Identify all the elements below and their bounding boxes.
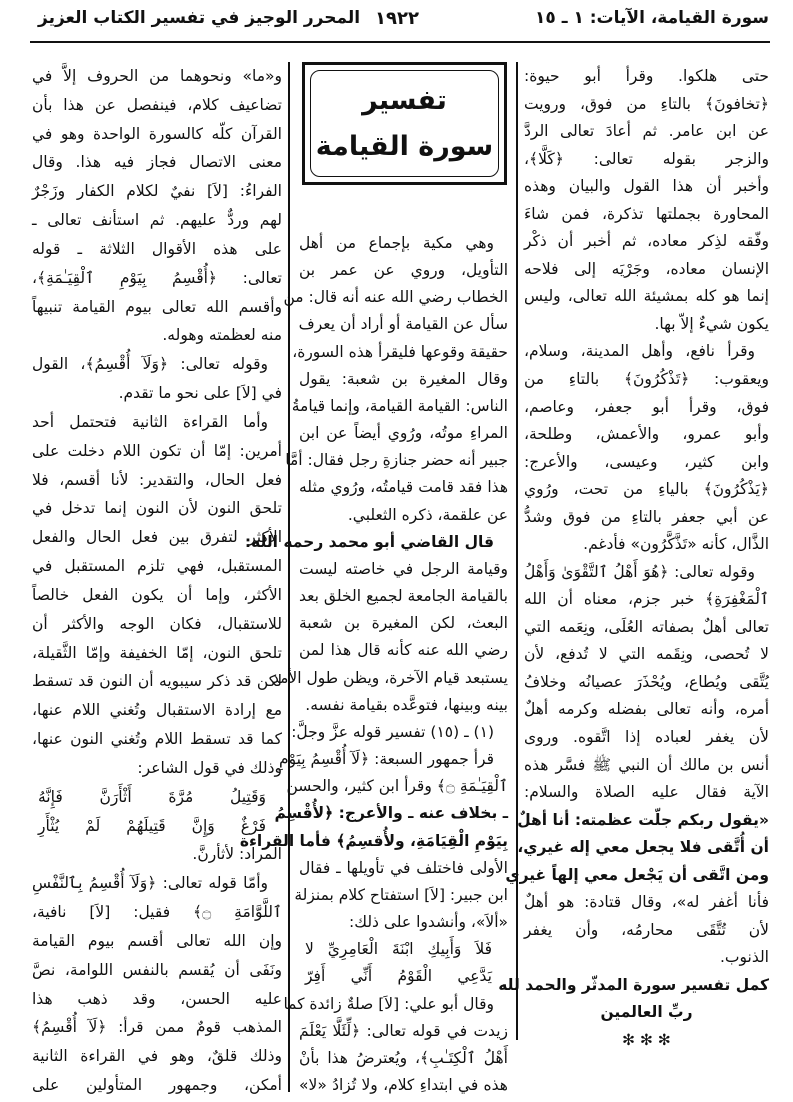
right-column-text-line: فوق، وقرأ أبو جعفر، وعاصم،	[524, 397, 769, 416]
middle-column-text-line: وقال المغيرة بن شعبة: يقول	[299, 369, 508, 388]
left-column-text-line: تضاعيف كلام، فينفصل عن هذا بأن	[32, 95, 282, 114]
right-column-text-line: ربِّ العالمين	[600, 1003, 693, 1022]
left-column-text-line: المذهب قومٌ ممن قرأ: ﴿لَآ أُقْسِمُ﴾	[32, 1018, 282, 1037]
right-column-text-line: عن أبي جعفر بالتاءِ من فوق وشدُّ	[524, 507, 769, 526]
running-header-surah-range: سورة القيامة، الآيات: ١ ـ ١٥	[535, 8, 769, 28]
right-column-text-line: يُتَّقى ويُطاع، ويُحْذَرَ عصيانُه وخلافُ	[524, 672, 769, 691]
left-column-text-line: عليه الحسن، وقد ذهب هذا	[32, 989, 282, 1008]
left-column-text-line: على هذه الأقوال الثلاثة ـ قوله	[32, 239, 282, 258]
middle-column-text-line: سأل عن القيامة أو أراد أن يعرف	[298, 315, 508, 334]
right-column-text-line: وأخبر أن هذا القول والبيان وهذه	[524, 177, 769, 196]
left-column-text-line: معنى الاتصال فجاز فيه هذا. وقال	[32, 153, 282, 172]
right-column-text-line: الذنوب.	[719, 948, 769, 967]
column-middle	[239, 0, 508, 1102]
right-column-text-line: كمل تفسير سورة المدثّر والحمد لله	[498, 975, 769, 994]
right-column-text-line: لأن تُتَّقَى محارمُه، وأن يغفر	[524, 920, 769, 939]
middle-column-text-line: زيدت في قوله تعالى: ﴿لِّئَلَّا يَعْلَمَ	[299, 1021, 508, 1040]
left-column-text-line: منه لعظمته وهوله.	[162, 326, 282, 345]
right-column-text-line: وفّقه لذِكر معاده، ثم أخبر أن ذكْر	[524, 232, 769, 251]
left-column-text-line: كما قد تسقط اللام وتُغني النون عنها،	[32, 730, 282, 749]
middle-column-text-line: «ألاَ»، وأنشدوا على ذلك:	[349, 913, 508, 932]
right-column-text-line: ﴿يَذْكُرُونَ﴾ بالياءِ من تحت، ورُوي	[524, 480, 769, 499]
middle-column-text-line: بِيَوْمِ الْقِيَامَةِ، ولأُقسِمُ﴾ فأما القراءة	[239, 831, 508, 850]
left-column-text-line: لكن قد ذكر سيبويه أن النون قد تسقط	[32, 672, 282, 691]
left-column-text-line: أمكن، وجمهور المتأولين على	[32, 1076, 282, 1094]
middle-column-text-line: البعث، لكن المغيرة بن شعبة	[299, 614, 508, 633]
left-column-text-line: وذلك في قول الشاعر:	[137, 758, 282, 777]
right-column-text-line: وأبو عمرو، والأعمش، وطلحة،	[524, 425, 769, 444]
left-column-text-line: الأكثر لتفرق بين فعل الحال والفعل	[32, 528, 282, 547]
left-column-text-line: أمرين: إمّا أن تكون اللام دخلت على	[32, 441, 282, 460]
right-column-text-line: تعالى أهلٌ بصفاته العُلَى، ونِعَمه التي	[524, 617, 769, 636]
right-column-text-line: وقرأ نافع، وأهل المدينة، وسلام،	[524, 342, 755, 361]
right-column-text-line: أمره، وأنه تعالى بفضله وكرمه أهلٌ	[524, 700, 769, 719]
column-divider-left	[288, 62, 290, 1092]
column-right	[498, 0, 769, 1102]
middle-column-text-line: الأولى فاختلف في تأويلها ـ فقال	[299, 858, 508, 877]
right-column-text-line: ✻ ✻ ✻	[622, 1031, 671, 1049]
left-column-text-line: تلحق النون لأن النون إنما تدخل في	[32, 499, 282, 518]
right-column-text-line: يكون شيءٌ إلاّ بها.	[654, 314, 769, 333]
right-column-text-line: ﴿تخافونَ﴾ بالتاءِ من فوق، ورويت	[524, 94, 769, 113]
middle-column-text-line: هذه في ابتداءِ كلام، ولا تُزادُ «لا»	[299, 1076, 508, 1094]
left-column-text-line: وذلك قلقٌ، وهو في القراءة الثانية	[32, 1047, 282, 1066]
middle-column-text-line: ٱلْقِيَـٰمَةِ ۝﴾ وقرأ ابن كثير، والحسن	[286, 777, 508, 796]
middle-column-text-line: وقال أبو علي: [لاَ] صلةٌ زائدة كما	[283, 994, 494, 1013]
middle-column-text-line: بينه وبينها، فتوعَّده بقيامة نفسه.	[305, 695, 508, 714]
right-column-text-line: ومن اتَّقى أن يَجْعل معي إلهاً غيري	[505, 865, 769, 884]
left-column-text-line: فعل الحال، والتقدير: لأنا أقسم، فلا	[32, 470, 282, 489]
left-column-text-line: القرآن كلّه كالسورة الواحدة وهو في	[32, 124, 282, 143]
left-column-text-line: لهم وردٌّ عليهم. ثم استأنف تعالى ـ	[32, 211, 282, 230]
left-column-text-line: تعالى: ﴿أُقْسِمُ بِيَوْمِ ٱلْقِيَـٰمَةِ﴾،	[32, 268, 282, 287]
left-column-text-line: وإن الله تعالى أقسم بيوم القيامة	[32, 931, 282, 950]
left-column-text-line: الفراءُ: [لاَ] نفيٌ لكلام الكفار وزَجْرٌ	[32, 182, 282, 201]
left-column-text-line: مع إرادة الاستقبال وتُغني اللام عنها،	[32, 701, 282, 720]
middle-column-text-line: المراءِ موتُه، ورُوي أيضاً عن ابن	[299, 424, 508, 443]
left-column-text-line: ونَفَى أن يُقسم بالنفس اللوامة، نصَّ	[32, 960, 282, 979]
middle-column-text-line: الخطاب رضي الله عنه أنه قال: من	[283, 288, 508, 307]
right-column-text-line: وقوله تعالى: ﴿هُوَ أَهْلُ ٱلتَّقْوَىٰ وَأَهْلُ	[524, 562, 755, 581]
right-column-text-line: «يقول ربكم جلّت عظمته: أنا أهلٌ	[517, 810, 769, 829]
middle-column-text-line: التأويل، وروي عن عمر بن	[299, 261, 508, 280]
surah-title-line2: سورة القيامة	[315, 130, 494, 162]
middle-column-text-line: (١) ـ (١٥) تفسير قوله عزَّ وجلَّ:	[291, 722, 494, 741]
right-column-text-line: حتى هلكوا. وقرأ أبو حيوة:	[524, 67, 769, 85]
right-column-text-line: ٱلْمَغْفِرَةِ﴾ خبر جزم، معناه أن الله	[524, 590, 769, 609]
right-column-text-line: إنما هو كله بمشيئة الله تعالى، وليس	[524, 287, 769, 306]
middle-column-text-line: رضي الله عنه كأنه قال هذا لمن	[299, 641, 508, 660]
running-header-book-title: المحرر الوجيز في تفسير الكتاب العزيز	[38, 8, 361, 28]
middle-column-text-line: جبير أنه حضر جنازةِ رجل فقال: أمَّا	[285, 451, 508, 470]
left-column-text-line: وأما القراءة الثانية فتحتمل أحد	[32, 412, 268, 431]
right-column-text-line: الآية فقال عليه الصلاة والسلام:	[524, 783, 769, 802]
left-column-text-line: الأكثر، وإما أن يكون الفعل خالصاً	[32, 585, 282, 604]
right-column-text-line: عن ابن عامر. ثم أعادَ تعالى الردَّ	[524, 122, 769, 141]
middle-column-text-line: أَهْلُ ٱلْكِتَـٰبِ﴾، ويُعترضُ هذا بأنْ	[299, 1048, 508, 1067]
right-column-text-line: ويعقوب: ﴿تَذْكُرُونَ﴾ بالتاءِ من	[524, 369, 769, 388]
middle-column-text-line: عن علقمة، ذكره الثعلبي.	[347, 505, 508, 524]
middle-column-text-line: هذا فقد قامت قيامتُه، ورُوي مثله	[299, 478, 508, 497]
left-column-text-line: وأقسم الله تعالى بيوم القيامة تنبيهاً	[32, 297, 282, 316]
right-column-text-line: المحاورة بجملتها تذكرة، فمن شاءَ	[524, 204, 769, 223]
left-column-text-line: وقوله تعالى: ﴿وَلَآ أُقْسِمُ﴾، القول	[32, 355, 268, 374]
right-column-text-line: والزجر بقوله تعالى: ﴿كَلَّا﴾،	[524, 149, 769, 168]
column-left	[32, 0, 282, 1102]
right-column-text-line: أن أُتَّقى فلا يجعل معي إله غيري،	[517, 838, 769, 857]
middle-column-text-line: يَدَّعِي الْقَوْمُ أَنِّي أَفِرّ	[305, 967, 492, 986]
page-number: ١٩٢٢	[375, 8, 419, 29]
middle-column-text-line: قال القاضي أبو محمد رحمه الله:	[244, 532, 494, 551]
surah-title-line1: تفسير	[362, 84, 447, 116]
column-divider-right	[516, 62, 518, 1040]
right-column-text-line: لأن يغفر لعباده إذا اتَّقوه. وروى	[524, 728, 769, 747]
right-column-text-line: فأنا أغفر له»، وقال قتادة: هو أهلٌ	[524, 893, 769, 912]
middle-column-text-line: بالقيامة الجامعة لجميع الخلق بعد	[299, 587, 508, 606]
right-column-text-line: الذَّال، كأنه «تَذَّكَّرُون» فأدغم.	[583, 535, 769, 554]
middle-column-text-line: قرأ جمهور السبعة: ﴿لَآ أُقْسِمُ بِيَوْمِ	[278, 750, 494, 769]
middle-column-text-line: وقيامة الرجل في خاصته ليست	[299, 559, 508, 578]
right-column-text-line: الإنسان معاده، وجَرْيَه إلى فلاحه	[524, 259, 769, 278]
middle-column-text-line: وهي مكية بإجماع من أهل	[299, 234, 494, 252]
left-column-text-line: فَرْغٌ وَإِنَّ قَتِيلَهُمْ لَمْ يُثْأَرِ	[38, 816, 266, 835]
left-column-text-line: ٱللَّوَّامَةِ ۝﴾ فقيل: [لاَ] نافية،	[32, 903, 283, 922]
left-column-text-line: و«ما» ونحوهما من الحروف إلاَّ في	[32, 67, 282, 85]
middle-column-text-line: حقيقة وقوعها فليقرأ هذه السورة،	[292, 342, 508, 361]
middle-column-text-line: ـ بخلاف عنه ـ والأعرج: ﴿لأُقْسِمُ	[274, 804, 508, 823]
left-column-text-line: المراد: لأثأرنَّ.	[192, 845, 282, 864]
left-column-text-line: المستقبل، فهي تلزم المستقبل في	[32, 557, 282, 576]
left-column-text-line: في [لاَ] على نحو ما تقدم.	[118, 384, 282, 403]
middle-column-text-line: ابن جبير: [لاَ] استفتاح كلام بمنزلة	[294, 885, 508, 904]
right-column-text-line: أنس بن مالك أن النبي ﷺ فسَّر هذه	[524, 755, 769, 774]
right-column-text-line: لا تُحصى، ونِقَمه التي لا تُدفع، لأن	[524, 645, 769, 664]
right-column-text-line: وابن كثير، وعيسى، والأعرج:	[524, 452, 769, 471]
left-column-text-line: وأمّا قوله تعالى: ﴿وَلَآ أُقْسِمُ بِٱلنَّفْسِ	[32, 874, 268, 893]
middle-column-text-line: فَلاَ وَأَبِيكِ ابْنَةَ الْعَامِرِيِّ لا	[305, 940, 492, 959]
middle-column-text-line: يستبعد قيام الآخرة، ويظن طول الأمد	[271, 668, 508, 687]
left-column-text-line: وَقَتِيلُ مُرَّةَ أَثْأَرَنَّ فَإِنَّهُ	[38, 787, 266, 806]
middle-column-text-line: الناس: القيامة القيامة، وإنما قيامةُ	[291, 396, 508, 415]
left-column-text-line: للاستقبال، فكان الوجه والأكثر أن	[32, 614, 282, 633]
left-column-text-line: تلحق النون، إمّا الخفيفة وإمّا الثَّقيلة،	[32, 643, 282, 662]
